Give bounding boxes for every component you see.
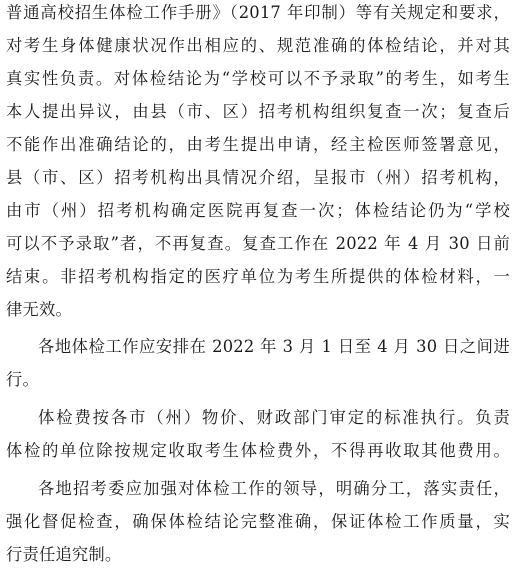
text-line: 体检的单位除按规定收取考生体检费外，不得再收取其他费用。: [6, 441, 510, 460]
paragraph-first-line: 各地招考委应加强对体检工作的领导，明确分工，落实责任，: [38, 479, 510, 498]
text-line: 不能作出准确结论的，由考生提出申请，经主检医师签署意见，: [6, 135, 510, 154]
text-line: 县（市、区）招考机构出具情况介绍，呈报市（州）招考机构，: [6, 168, 510, 187]
text-line: 本人提出异议，由县（市、区）招考机构组织复查一次；复查后: [6, 102, 510, 121]
text-line: 普通高校招生体检工作手册》（2017 年印制）等有关规定和要求，: [6, 3, 510, 22]
text-line: 强化督促检查，确保体检结论完整准确，保证体检工作质量，实: [6, 512, 510, 531]
text-line: 结束。非招考机构指定的医疗单位为考生所提供的体检材料，一: [6, 267, 510, 286]
text-line: 由市（州）招考机构确定医院再复查一次；体检结论仍为“学校: [6, 201, 510, 220]
text-line: 行。: [6, 370, 39, 389]
text-line: 律无效。: [6, 300, 72, 319]
text-line: 对考生身体健康状况作出相应的、规范准确的体检结论，并对其: [6, 36, 510, 55]
text-line: 真实性负责。对体检结论为“学校可以不予录取”的考生，如考生: [6, 69, 510, 88]
paragraph-first-line: 体检费按各市（州）物价、财政部门审定的标准执行。负责: [38, 408, 510, 427]
text-line: 可以不予录取”者，不再复查。复查工作在 2022 年 4 月 30 日前: [6, 234, 510, 253]
text-line: 行责任追究制。: [6, 545, 122, 564]
paragraph-first-line: 各地体检工作应安排在 2022 年 3 月 1 日至 4 月 30 日之间进: [38, 337, 510, 356]
